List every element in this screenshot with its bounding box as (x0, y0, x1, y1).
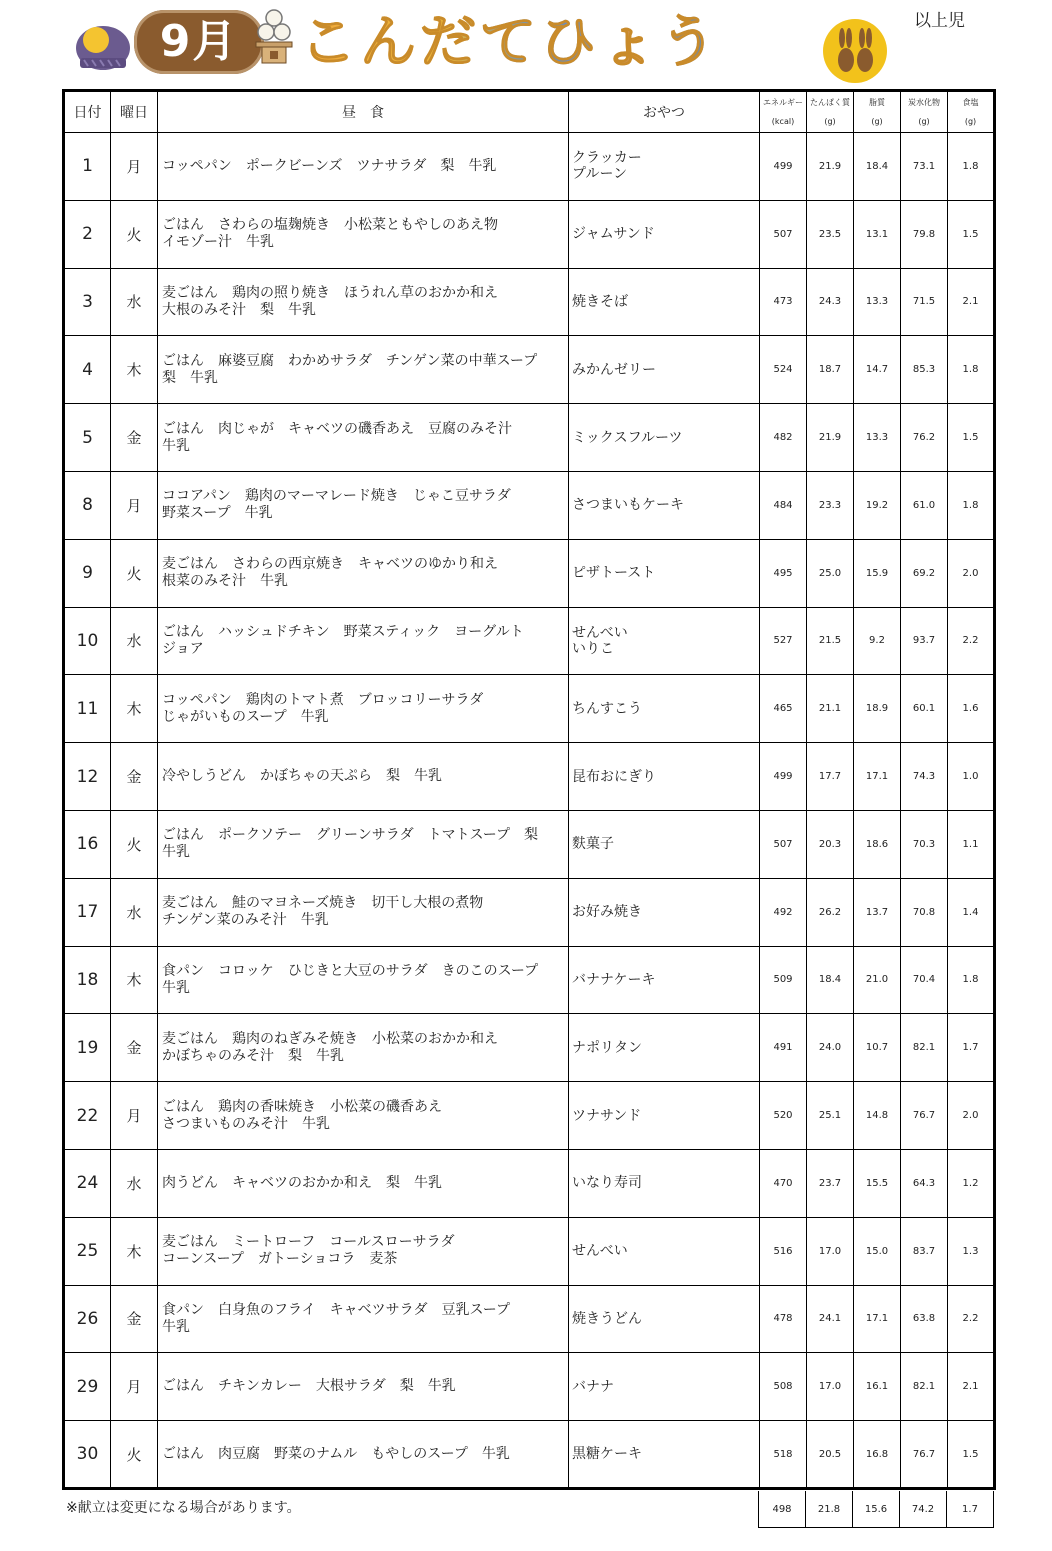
cell-weekday: 水 (111, 268, 158, 336)
age-group-label: 以上児 (914, 11, 965, 31)
cell-weekday: 金 (111, 1014, 158, 1082)
cell-carbs: 83.7 (901, 1217, 948, 1285)
page-title: こんだてひょう (300, 8, 720, 78)
header-fat-unit: (g) (871, 117, 883, 126)
header-salt (948, 91, 995, 133)
cell-snack: ミックスフルーツ (569, 404, 760, 472)
cell-fat: 14.7 (854, 336, 901, 404)
cell-energy: 507 (760, 810, 807, 878)
cell-carbs: 69.2 (901, 539, 948, 607)
cell-carbs: 70.8 (901, 878, 948, 946)
cell-carbs: 79.8 (901, 200, 948, 268)
cell-carbs: 60.1 (901, 675, 948, 743)
cell-day: 12 (64, 743, 111, 811)
header-lunch: 昼 食 (158, 91, 569, 133)
header-carbs-label: 炭水化物 (908, 98, 940, 107)
cell-fat: 10.7 (854, 1014, 901, 1082)
header-snack: おやつ (569, 91, 760, 133)
cell-snack: いなり寿司 (569, 1149, 760, 1217)
cell-weekday: 木 (111, 336, 158, 404)
cell-weekday: 月 (111, 1353, 158, 1421)
change-notice: ※献立は変更になる場合があります。 (66, 1500, 301, 1516)
avg-fat: 15.6 (853, 1491, 900, 1528)
cell-protein: 17.0 (807, 1353, 854, 1421)
cell-snack: せんべい (569, 1217, 760, 1285)
table-row (64, 1285, 995, 1353)
table-header-row (64, 91, 995, 133)
table-row (64, 336, 995, 404)
cell-salt: 1.4 (948, 878, 995, 946)
cell-fat: 15.5 (854, 1149, 901, 1217)
table-row (64, 133, 995, 201)
cell-weekday: 木 (111, 1217, 158, 1285)
cell-lunch: 麦ごはん 鮭のマヨネーズ焼き 切干し大根の煮物 チンゲン菜のみそ汁 牛乳 (158, 878, 569, 946)
cell-weekday: 金 (111, 1285, 158, 1353)
cell-day: 22 (64, 1082, 111, 1150)
cell-salt: 1.0 (948, 743, 995, 811)
cell-lunch: 冷やしうどん かぼちゃの天ぷら 梨 牛乳 (158, 743, 569, 811)
cell-weekday: 水 (111, 607, 158, 675)
cell-energy: 470 (760, 1149, 807, 1217)
header-salt-unit: (g) (964, 117, 977, 126)
header-energy-unit: (kcal) (771, 117, 795, 126)
table-row (64, 810, 995, 878)
cell-lunch: ごはん ポークソテー グリーンサラダ トマトスープ 梨 牛乳 (158, 810, 569, 878)
cell-day: 18 (64, 946, 111, 1014)
cell-salt: 1.5 (948, 404, 995, 472)
cell-weekday: 火 (111, 810, 158, 878)
cell-energy: 478 (760, 1285, 807, 1353)
cell-salt: 2.2 (948, 1285, 995, 1353)
cell-weekday: 水 (111, 878, 158, 946)
table-row (64, 743, 995, 811)
cell-fat: 16.1 (854, 1353, 901, 1421)
cell-weekday: 金 (111, 404, 158, 472)
cell-day: 26 (64, 1285, 111, 1353)
cell-salt: 1.2 (948, 1149, 995, 1217)
table-row (64, 471, 995, 539)
table-row (64, 1082, 995, 1150)
cell-day: 16 (64, 810, 111, 878)
cell-snack: バナナケーキ (569, 946, 760, 1014)
cell-salt: 1.8 (948, 946, 995, 1014)
avg-energy: 498 (759, 1491, 806, 1528)
cell-energy: 473 (760, 268, 807, 336)
cell-snack: バナナ (569, 1353, 760, 1421)
cell-lunch: ココアパン 鶏肉のマーマレード焼き じゃこ豆サラダ 野菜スープ 牛乳 (158, 471, 569, 539)
cell-lunch: 麦ごはん 鶏肉のねぎみそ焼き 小松菜のおかか和え かぼちゃのみそ汁 梨 牛乳 (158, 1014, 569, 1082)
cell-lunch: 麦ごはん 鶏肉の照り焼き ほうれん草のおかか和え 大根のみそ汁 梨 牛乳 (158, 268, 569, 336)
cell-snack: 麩菓子 (569, 810, 760, 878)
cell-snack: ちんすこう (569, 675, 760, 743)
cell-day: 29 (64, 1353, 111, 1421)
cell-day: 3 (64, 268, 111, 336)
cell-weekday: 火 (111, 200, 158, 268)
cell-carbs: 70.3 (901, 810, 948, 878)
cell-energy: 520 (760, 1082, 807, 1150)
cell-fat: 18.9 (854, 675, 901, 743)
cell-fat: 19.2 (854, 471, 901, 539)
cell-salt: 1.6 (948, 675, 995, 743)
menu-table (62, 89, 996, 1490)
cell-lunch: 食パン コロッケ ひじきと大豆のサラダ きのこのスープ 牛乳 (158, 946, 569, 1014)
cell-snack: ジャムサンド (569, 200, 760, 268)
cell-snack: クラッカー プルーン (569, 133, 760, 201)
cell-fat: 13.3 (854, 404, 901, 472)
cell-carbs: 64.3 (901, 1149, 948, 1217)
header-protein-label: たんぱく質 (810, 98, 850, 107)
cell-protein: 26.2 (807, 878, 854, 946)
table-row (64, 1014, 995, 1082)
cell-energy: 518 (760, 1421, 807, 1489)
dango-icon (252, 8, 296, 68)
cell-energy: 524 (760, 336, 807, 404)
cell-protein: 17.0 (807, 1217, 854, 1285)
cell-salt: 1.1 (948, 810, 995, 878)
cell-fat: 13.3 (854, 268, 901, 336)
cell-salt: 1.5 (948, 200, 995, 268)
cell-carbs: 71.5 (901, 268, 948, 336)
cell-protein: 23.5 (807, 200, 854, 268)
cell-lunch: ごはん 肉豆腐 野菜のナムル もやしのスープ 牛乳 (158, 1421, 569, 1489)
cell-carbs: 74.3 (901, 743, 948, 811)
cell-protein: 17.7 (807, 743, 854, 811)
table-row (64, 607, 995, 675)
cell-energy: 509 (760, 946, 807, 1014)
month-badge (74, 10, 264, 72)
cell-day: 10 (64, 607, 111, 675)
cell-lunch: 麦ごはん さわらの西京焼き キャベツのゆかり和え 根菜のみそ汁 牛乳 (158, 539, 569, 607)
cell-protein: 21.9 (807, 404, 854, 472)
cell-snack: ツナサンド (569, 1082, 760, 1150)
page-header (0, 0, 1052, 88)
header-energy (760, 91, 807, 133)
cell-weekday: 月 (111, 133, 158, 201)
cell-snack: みかんゼリー (569, 336, 760, 404)
cell-protein: 25.0 (807, 539, 854, 607)
cell-salt: 1.5 (948, 1421, 995, 1489)
table-row (64, 1421, 995, 1489)
cell-protein: 24.1 (807, 1285, 854, 1353)
cell-fat: 15.9 (854, 539, 901, 607)
cell-salt: 2.1 (948, 1353, 995, 1421)
header-fat (854, 91, 901, 133)
cell-carbs: 82.1 (901, 1014, 948, 1082)
cell-weekday: 木 (111, 946, 158, 1014)
cell-carbs: 70.4 (901, 946, 948, 1014)
table-row (64, 675, 995, 743)
cell-energy: 499 (760, 133, 807, 201)
cell-day: 17 (64, 878, 111, 946)
cell-lunch: ごはん ハッシュドチキン 野菜スティック ヨーグルト ジョア (158, 607, 569, 675)
cell-carbs: 73.1 (901, 133, 948, 201)
cell-snack: さつまいもケーキ (569, 471, 760, 539)
cell-energy: 527 (760, 607, 807, 675)
cell-protein: 23.7 (807, 1149, 854, 1217)
cell-protein: 24.3 (807, 268, 854, 336)
cell-snack: 焼きそば (569, 268, 760, 336)
table-row (64, 946, 995, 1014)
cell-energy: 492 (760, 878, 807, 946)
cell-lunch: コッペパン 鶏肉のトマト煮 ブロッコリーサラダ じゃがいものスープ 牛乳 (158, 675, 569, 743)
table-row (64, 1149, 995, 1217)
cell-lunch: 肉うどん キャベツのおかか和え 梨 牛乳 (158, 1149, 569, 1217)
cell-protein: 18.4 (807, 946, 854, 1014)
cell-protein: 20.3 (807, 810, 854, 878)
header-weekday: 曜日 (111, 91, 158, 133)
cell-protein: 24.0 (807, 1014, 854, 1082)
cell-carbs: 76.2 (901, 404, 948, 472)
cell-snack: 昆布おにぎり (569, 743, 760, 811)
header-protein (807, 91, 854, 133)
avg-carbs: 74.2 (900, 1491, 947, 1528)
cell-energy: 491 (760, 1014, 807, 1082)
cell-day: 4 (64, 336, 111, 404)
cell-day: 9 (64, 539, 111, 607)
header-energy-label: エネルギー (763, 98, 803, 107)
cell-fat: 18.4 (854, 133, 901, 201)
table-row (64, 268, 995, 336)
cell-salt: 2.0 (948, 539, 995, 607)
cell-energy: 465 (760, 675, 807, 743)
cell-energy: 484 (760, 471, 807, 539)
header-fat-label: 脂質 (869, 98, 885, 107)
header-carbs-unit: (g) (918, 117, 930, 126)
cell-lunch: 麦ごはん ミートローフ コールスローサラダ コーンスープ ガトーショコラ 麦茶 (158, 1217, 569, 1285)
cell-salt: 2.2 (948, 607, 995, 675)
cell-lunch: ごはん 鶏肉の香味焼き 小松菜の磯香あえ さつまいものみそ汁 牛乳 (158, 1082, 569, 1150)
cell-protein: 21.9 (807, 133, 854, 201)
cell-salt: 1.8 (948, 133, 995, 201)
cell-day: 19 (64, 1014, 111, 1082)
cell-energy: 508 (760, 1353, 807, 1421)
cell-fat: 17.1 (854, 1285, 901, 1353)
table-row (64, 539, 995, 607)
menu-table-body (64, 133, 995, 1489)
cell-fat: 21.0 (854, 946, 901, 1014)
month-label: 9月 (134, 10, 264, 74)
cell-lunch: 食パン 白身魚のフライ キャベツサラダ 豆乳スープ 牛乳 (158, 1285, 569, 1353)
cell-protein: 20.5 (807, 1421, 854, 1489)
cell-protein: 21.1 (807, 675, 854, 743)
cell-carbs: 63.8 (901, 1285, 948, 1353)
avg-protein: 21.8 (806, 1491, 853, 1528)
cell-energy: 482 (760, 404, 807, 472)
cell-day: 2 (64, 200, 111, 268)
average-nutrition-row (758, 1491, 994, 1528)
table-row (64, 878, 995, 946)
cell-carbs: 61.0 (901, 471, 948, 539)
cell-weekday: 火 (111, 1421, 158, 1489)
cell-day: 5 (64, 404, 111, 472)
header-protein-unit: (g) (824, 117, 836, 126)
cell-day: 24 (64, 1149, 111, 1217)
cell-carbs: 85.3 (901, 336, 948, 404)
cell-protein: 18.7 (807, 336, 854, 404)
cell-carbs: 93.7 (901, 607, 948, 675)
cell-weekday: 金 (111, 743, 158, 811)
cell-protein: 25.1 (807, 1082, 854, 1150)
cell-lunch: コッペパン ポークビーンズ ツナサラダ 梨 牛乳 (158, 133, 569, 201)
cell-weekday: 月 (111, 1082, 158, 1150)
cell-fat: 13.7 (854, 878, 901, 946)
cell-weekday: 火 (111, 539, 158, 607)
cell-snack: お好み焼き (569, 878, 760, 946)
cell-day: 11 (64, 675, 111, 743)
header-carbs (901, 91, 948, 133)
cell-snack: ピザトースト (569, 539, 760, 607)
cell-lunch: ごはん 肉じゃが キャベツの磯香あえ 豆腐のみそ汁 牛乳 (158, 404, 569, 472)
cell-snack: ナポリタン (569, 1014, 760, 1082)
moon-icon (74, 14, 132, 72)
cell-energy: 499 (760, 743, 807, 811)
cell-protein: 21.5 (807, 607, 854, 675)
bunny-icon (822, 18, 888, 84)
cell-salt: 1.7 (948, 1014, 995, 1082)
cell-salt: 2.1 (948, 268, 995, 336)
cell-fat: 15.0 (854, 1217, 901, 1285)
average-row (759, 1491, 994, 1528)
cell-weekday: 木 (111, 675, 158, 743)
cell-snack: せんべい いりこ (569, 607, 760, 675)
cell-carbs: 82.1 (901, 1353, 948, 1421)
cell-salt: 1.3 (948, 1217, 995, 1285)
cell-protein: 23.3 (807, 471, 854, 539)
cell-lunch: ごはん 麻婆豆腐 わかめサラダ チンゲン菜の中華スープ 梨 牛乳 (158, 336, 569, 404)
cell-fat: 17.1 (854, 743, 901, 811)
cell-energy: 495 (760, 539, 807, 607)
cell-carbs: 76.7 (901, 1421, 948, 1489)
cell-day: 8 (64, 471, 111, 539)
cell-snack: 焼きうどん (569, 1285, 760, 1353)
table-row (64, 200, 995, 268)
cell-fat: 18.6 (854, 810, 901, 878)
table-row (64, 1353, 995, 1421)
cell-weekday: 水 (111, 1149, 158, 1217)
header-salt-label: 食塩 (962, 98, 979, 107)
cell-salt: 1.8 (948, 336, 995, 404)
header-date: 日付 (64, 91, 111, 133)
cell-fat: 16.8 (854, 1421, 901, 1489)
cell-fat: 14.8 (854, 1082, 901, 1150)
cell-day: 25 (64, 1217, 111, 1285)
cell-fat: 13.1 (854, 200, 901, 268)
table-row (64, 1217, 995, 1285)
cell-fat: 9.2 (854, 607, 901, 675)
cell-energy: 507 (760, 200, 807, 268)
cell-lunch: ごはん チキンカレー 大根サラダ 梨 牛乳 (158, 1353, 569, 1421)
table-row (64, 404, 995, 472)
cell-energy: 516 (760, 1217, 807, 1285)
cell-day: 30 (64, 1421, 111, 1489)
cell-salt: 2.0 (948, 1082, 995, 1150)
cell-carbs: 76.7 (901, 1082, 948, 1150)
avg-salt: 1.7 (947, 1491, 994, 1528)
cell-salt: 1.8 (948, 471, 995, 539)
cell-day: 1 (64, 133, 111, 201)
cell-weekday: 月 (111, 471, 158, 539)
cell-lunch: ごはん さわらの塩麹焼き 小松菜ともやしのあえ物 イモゾー汁 牛乳 (158, 200, 569, 268)
cell-snack: 黒糖ケーキ (569, 1421, 760, 1489)
